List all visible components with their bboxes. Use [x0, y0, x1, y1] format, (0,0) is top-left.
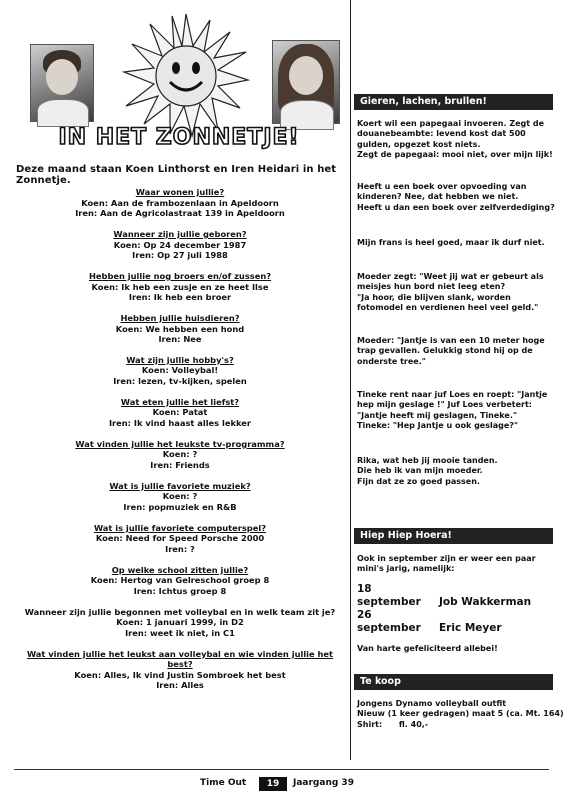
- jokes-heading: Gieren, lachen, brullen!: [354, 94, 553, 110]
- answer: Iren: Ichtus groep 8: [133, 585, 227, 596]
- answer: Iren: Aan de Agricolastraat 139 in Apeldoorn: [75, 208, 285, 219]
- svg-text:IN HET ZONNETJE!: IN HET ZONNETJE!: [58, 125, 300, 150]
- joke: Moeder zegt: "Weet jij wat er gebeurt als meisjes hun bord niet leeg eten? "Ja hoor, die blijven slank, worden fotomodel en verdienen heel veel geld.": [357, 272, 544, 313]
- iren-photo: [272, 40, 340, 124]
- volume-label: Jaargang 39: [293, 778, 354, 788]
- joke: Heeft u een boek over opvoeding van kinderen? Nee, dat hebben we niet. Heeft u dan een boek over zelfverdediging?: [357, 182, 555, 212]
- birthday-intro: Ook in september zijn er weer een paar mini's jarig, namelijk:: [357, 554, 536, 574]
- answer: Koen: ?: [162, 491, 198, 502]
- qa-block: [14, 649, 346, 691]
- right-column: [350, 0, 562, 760]
- answer: Koen: Alles, Ik vind Justin Sombroek het best: [74, 669, 286, 680]
- birthday-name: Eric Meyer: [439, 621, 502, 634]
- answer: Iren: Nee: [158, 334, 202, 345]
- joke: Moeder: "Jantje is van een 10 meter hoge trap gevallen. Gelukkig stond hij op de onderste tree.": [357, 336, 545, 366]
- question: Wat eten jullie het liefst?: [120, 396, 240, 407]
- question: Wat vinden jullie het leukst aan volleybal en wie vinden jullie het best?: [26, 648, 334, 670]
- question: Wanneer zijn jullie begonnen met volleybal en in welk team zit je?: [24, 606, 336, 617]
- qa-block: [14, 607, 346, 639]
- question: Waar wonen jullie?: [135, 187, 225, 197]
- birthday-date: 26 september: [357, 608, 421, 634]
- birthday-date: 18 september: [357, 582, 421, 608]
- qa-block: [14, 355, 346, 387]
- answer: Iren: Ik vind haast alles lekker: [108, 418, 252, 429]
- sale-line: Shirt: fl. 40,-: [357, 719, 429, 729]
- question: Wat is jullie favoriete muziek?: [109, 480, 251, 491]
- joke: Rika, wat heb jij mooie tanden. Die heb ik van mijn moeder. Fijn dat ze zo goed passen.: [357, 456, 498, 486]
- answer: Koen: 1 januari 1999, in D2: [116, 617, 244, 628]
- publication-name: Time Out: [200, 778, 247, 788]
- question: Hebben jullie nog broers en/of zussen?: [88, 270, 272, 281]
- answer: Iren: Ik heb een broer: [128, 292, 232, 303]
- answer: Iren: ?: [165, 543, 195, 554]
- sale-section: [357, 699, 564, 730]
- birthday-row: [357, 609, 555, 635]
- question: Wat zijn jullie hobby's?: [126, 354, 234, 365]
- answer: Iren: weet ik niet, in C1: [125, 627, 235, 638]
- question: Wanneer zijn jullie geboren?: [113, 228, 247, 239]
- answer: Iren: popmuziek en R&B: [123, 501, 237, 512]
- birthday-name: Job Wakkerman: [439, 595, 532, 608]
- question: Wat vinden jullie het leukste tv-programma?: [75, 438, 285, 449]
- qa-block: [14, 313, 346, 345]
- footer-divider: [14, 769, 549, 770]
- qa-block: [14, 397, 346, 429]
- answer: Iren: Friends: [150, 460, 210, 470]
- question: Wat is jullie favoriete computerspel?: [93, 522, 267, 533]
- birthday-outro: Van harte gefeliciteerd allebei!: [357, 643, 498, 653]
- answer: Koen: Op 24 december 1987: [113, 239, 247, 250]
- interview-list: [14, 187, 346, 701]
- joke: Tineke rent naar juf Loes en roept: "Jantje hep mijn geslage !" Juf Loes verbetert: "Jantje heeft mij geslagen, Tineke." Tineke: "Hep Jantje u ook geslage?": [357, 390, 548, 431]
- answer: Koen: Need for Speed Porsche 2000: [95, 533, 265, 544]
- koen-photo: [30, 44, 94, 122]
- answer: Koen: We hebben een hond: [115, 323, 245, 334]
- qa-block: [14, 481, 346, 513]
- answer: Koen: Ik heb een zusje en ze heet Ilse: [91, 281, 269, 292]
- answer: Iren: Alles: [156, 680, 204, 691]
- answer: Koen: ?: [162, 449, 198, 460]
- intro-text: Deze maand staan Koen Linthorst en Iren Heidari in het Zonnetje.: [16, 164, 337, 186]
- question: Hebben jullie huisdieren?: [120, 312, 240, 323]
- answer: Iren: Op 27 juli 1988: [132, 250, 228, 261]
- birthday-heading: Hiep Hiep Hoera!: [354, 528, 553, 544]
- page-footer: [0, 778, 561, 792]
- question: Op welke school zitten jullie?: [111, 564, 249, 575]
- qa-block: [14, 523, 346, 555]
- sale-line: Nieuw (1 keer gedragen) maat 5 (ca. Mt. 164): [357, 709, 564, 719]
- answer: Koen: Volleybal!: [141, 365, 219, 376]
- answer: Koen: Patat: [152, 407, 208, 418]
- title-banner: [58, 118, 300, 152]
- qa-block: [14, 271, 346, 303]
- sale-line: Jongens Dynamo volleyball outfit: [357, 699, 507, 708]
- answer: Koen: Hertog van Gelreschool groep 8: [90, 575, 270, 586]
- joke: Koert wil een papegaai invoeren. Zegt de douanebeambte: levend kost dat 500 gulden, opgezet kost niets. Zegt de papegaai: mooi niet, over mijn lijk!: [357, 119, 553, 160]
- birthday-row: [357, 583, 555, 609]
- qa-block: [14, 439, 346, 471]
- answer: Iren: lezen, tv-kijken, spelen: [113, 376, 247, 387]
- qa-block: [14, 187, 346, 219]
- page-number: 19: [259, 777, 287, 791]
- qa-block: [14, 565, 346, 597]
- answer: Koen: Aan de frambozenlaan in Apeldoorn: [81, 197, 279, 208]
- qa-block: [14, 229, 346, 261]
- birthday-section: [357, 554, 555, 654]
- joke: Mijn frans is heel goed, maar ik durf niet.: [357, 238, 545, 247]
- sale-heading: Te koop: [354, 674, 553, 690]
